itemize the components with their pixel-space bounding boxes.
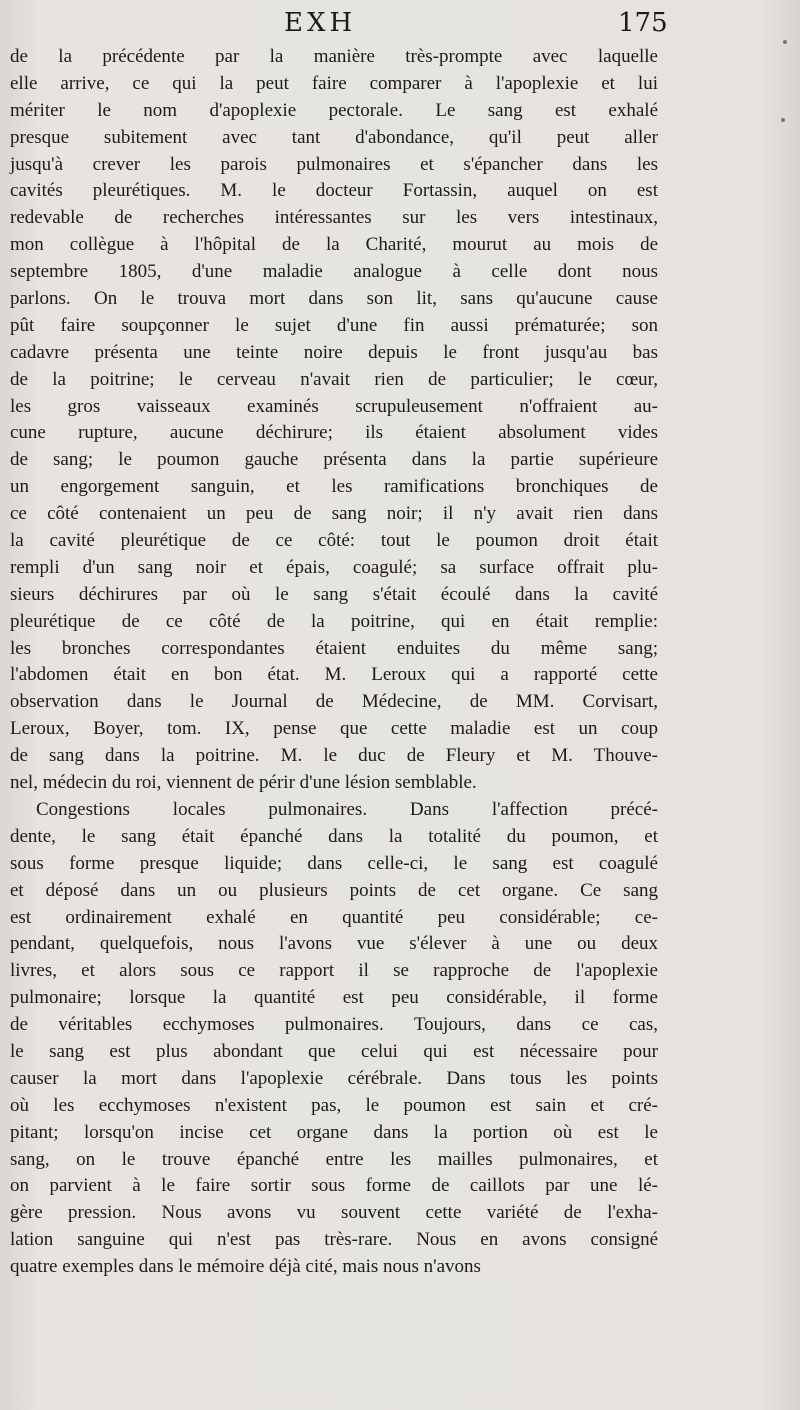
- text-line: de véritables ecchymoses pulmonaires. Toujours, dans ce cas,: [10, 1014, 658, 1036]
- text-line: mériter le nom d'apoplexie pectorale. Le sang est exhalé: [10, 99, 658, 121]
- text-line: pendant, quelquefois, nous l'avons vue s'élever à une ou deux: [10, 933, 658, 955]
- text-line: la cavité pleurétique de ce côté: tout le poumon droit était: [10, 530, 658, 552]
- text-line: de sang; le poumon gauche présenta dans la partie supérieure: [10, 449, 658, 471]
- text-line: et déposé dans un ou plusieurs points de cet organe. Ce sang: [10, 879, 658, 901]
- text-line: où les ecchymoses n'existent pas, le poumon est sain et cré-: [10, 1094, 658, 1116]
- text-line: Leroux, Boyer, tom. IX, pense que cette maladie est un coup: [10, 718, 658, 740]
- text-line: sous forme presque liquide; dans celle-ci, le sang est coagulé: [10, 852, 658, 874]
- text-line: gère pression. Nous avons vu souvent cette variété de l'exha-: [10, 1202, 658, 1224]
- text-line: pitant; lorsqu'on incise cet organe dans la portion où est le: [10, 1121, 658, 1143]
- text-line: un engorgement sanguin, et les ramifications bronchiques de: [10, 476, 658, 498]
- text-line: est ordinairement exhalé en quantité peu considérable; ce-: [10, 906, 658, 928]
- running-title: EXH: [284, 8, 357, 38]
- text-line: presque subitement avec tant d'abondance, qu'il peut aller: [10, 126, 658, 148]
- text-line: sang, on le trouve épanché entre les mailles pulmonaires, et: [10, 1148, 658, 1170]
- text-line: dente, le sang était épanché dans la totalité du poumon, et: [10, 825, 658, 847]
- text-line: les gros vaisseaux examinés scrupuleusement n'offraient au-: [10, 395, 658, 417]
- text-line: l'abdomen était en bon état. M. Leroux qui a rapporté cette: [10, 664, 658, 686]
- text-line: de la poitrine; le cerveau n'avait rien de particulier; le cœur,: [10, 368, 658, 390]
- text-line: pulmonaire; lorsque la quantité est peu considérable, il forme: [10, 987, 658, 1009]
- text-line: ce côté contenaient un peu de sang noir; il n'y avait rien dans: [10, 503, 658, 525]
- text-line: jusqu'à crever les parois pulmonaires et s'épancher dans les: [10, 153, 658, 175]
- text-line: Congestions locales pulmonaires. Dans l'affection précé-: [36, 798, 658, 820]
- text-line: cavités pleurétiques. M. le docteur Fortassin, auquel on est: [10, 180, 658, 202]
- margin-speck: [783, 40, 787, 44]
- text-line: elle arrive, ce qui la peut faire comparer à l'apoplexie et lui: [10, 72, 658, 94]
- text-line: mon collègue à l'hôpital de la Charité, mourut au mois de: [10, 234, 658, 256]
- text-line: rempli d'un sang noir et épais, coagulé; sa surface offrait plu-: [10, 556, 658, 578]
- text-line: cadavre présenta une teinte noire depuis le front jusqu'au bas: [10, 341, 658, 363]
- text-line: pleurétique de ce côté de la poitrine, qui en était remplie:: [10, 610, 658, 632]
- text-line: redevable de recherches intéressantes sur les vers intestinaux,: [10, 207, 658, 229]
- text-line: observation dans le Journal de Médecine, de MM. Corvisart,: [10, 691, 658, 713]
- page-header: [0, 4, 800, 40]
- text-line: de la précédente par la manière très-prompte avec laquelle: [10, 46, 658, 67]
- text-line: on parvient à le faire sortir sous forme de caillots par une lé-: [10, 1175, 658, 1197]
- page-number: 175: [618, 8, 668, 38]
- text-line: sieurs déchirures par où le sang s'était écoulé dans la cavité: [10, 583, 658, 605]
- text-line: les bronches correspondantes étaient enduites du même sang;: [10, 637, 658, 659]
- text-line: cune rupture, aucune déchirure; ils étaient absolument vides: [10, 422, 658, 444]
- text-line: parlons. On le trouva mort dans son lit, sans qu'aucune cause: [10, 288, 658, 310]
- text-line: de sang dans la poitrine. M. le duc de Fleury et M. Thouve-: [10, 745, 658, 767]
- body-text: [10, 44, 658, 1281]
- margin-speck: [781, 118, 785, 122]
- text-line: causer la mort dans l'apoplexie cérébrale. Dans tous les points: [10, 1067, 658, 1089]
- text-line: le sang est plus abondant que celui qui est nécessaire pour: [10, 1040, 658, 1062]
- text-line: lation sanguine qui n'est pas très-rare. Nous en avons consigné: [10, 1229, 658, 1251]
- text-line: septembre 1805, d'une maladie analogue à celle dont nous: [10, 261, 658, 283]
- text-line: livres, et alors sous ce rapport il se rapproche de l'apoplexie: [10, 960, 658, 982]
- text-line: pût faire soupçonner le sujet d'une fin aussi prématurée; son: [10, 314, 658, 336]
- text-line: nel, médecin du roi, viennent de périr d'une lésion semblable.: [10, 772, 477, 794]
- text-line: quatre exemples dans le mémoire déjà cité, mais nous n'avons: [10, 1256, 481, 1278]
